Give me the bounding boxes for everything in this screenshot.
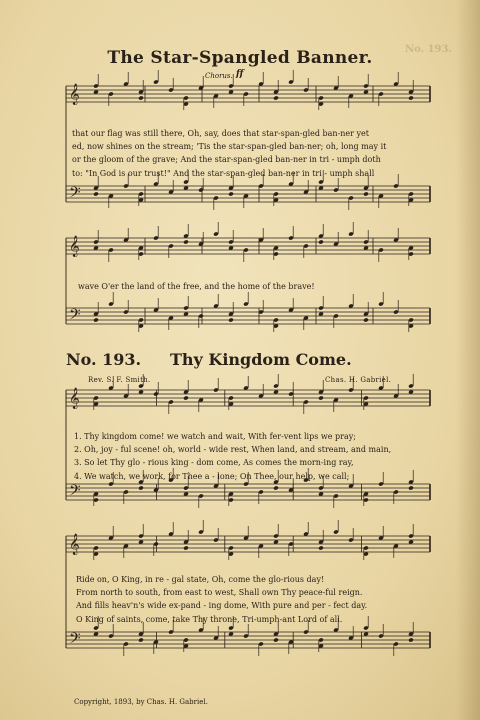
svg-text:𝄢: 𝄢 (69, 630, 81, 651)
song2-refrain-lyrics (76, 573, 367, 626)
lyric-line: 1. Thy kingdom come! we watch and wait, With fer-vent lips we pray; (74, 432, 356, 441)
svg-text:𝄢: 𝄢 (69, 306, 81, 327)
bleed-through-text: No. 193. (405, 44, 452, 55)
lyric-line: or the gloom of the grave; And the star-span-gled ban-ner in tri - umph doth (72, 155, 381, 165)
lyric-line: O King of saints, come, take Thy throne, Tri-umph-ant Lord of all. (76, 614, 343, 624)
lyric-line: that our flag was still there, Oh, say, does that star-span-gled ban-ner yet (72, 129, 369, 138)
lyric-line: Ride on, O King, in re - gal state, Oh, come the glo-rious day! (76, 575, 325, 584)
svg-text:𝄞: 𝄞 (69, 534, 80, 555)
lyric-line: to: "In God is our trust!" And the star-span-gled ban-ner in tri - umph shall (72, 168, 375, 178)
song-title-thy-kingdom-come: Thy Kingdom Come. (170, 350, 352, 369)
svg-text:𝄞: 𝄞 (69, 84, 80, 105)
lyricist-credit: Rev. S. F. Smith. (88, 376, 151, 384)
svg-text:𝄢: 𝄢 (69, 184, 81, 205)
song1-verse-lyrics (72, 127, 386, 180)
song-title-star-spangled-banner: The Star-Spangled Banner. (107, 48, 373, 68)
svg-text:𝄞: 𝄞 (69, 236, 80, 257)
lyric-line: From north to south, from east to west, Shall own Thy peace-ful reign. (76, 588, 363, 598)
hymn-number: No. 193. (66, 350, 142, 369)
lyric-line: ed, now shines on the stream; 'Tis the star-span-gled ban-ner; oh, long may it (72, 142, 387, 152)
lyric-line: 4. We watch, we work, for Thee a - lone; On Thee, our help, we call; (74, 471, 350, 481)
svg-text:𝄢: 𝄢 (69, 482, 81, 503)
svg-text:𝄞: 𝄞 (69, 388, 80, 409)
lyric-line: 3. So let Thy glo - rious king - dom come, As comes the morn-ing ray, (74, 458, 354, 468)
dynamic-marking: ff (236, 69, 244, 79)
composer-credit: Chas. H. Gabriel. (325, 376, 392, 384)
lyric-line: And fills heav'n's wide ex-pand - ing dome, With pure and per - fect day. (76, 601, 368, 611)
song2-verse-lyrics (74, 430, 391, 483)
song1-ending-lyrics: wave O'er the land of the free, and the home of the brave! (78, 282, 315, 291)
chorus-label: Chorus. (205, 72, 233, 80)
lyric-line: 2. Oh, joy - ful scene! oh, world - wide rest, When land, and stream, and main, (74, 445, 392, 455)
copyright-notice: Copyright, 1893, by Chas. H. Gabriel. (74, 698, 208, 706)
